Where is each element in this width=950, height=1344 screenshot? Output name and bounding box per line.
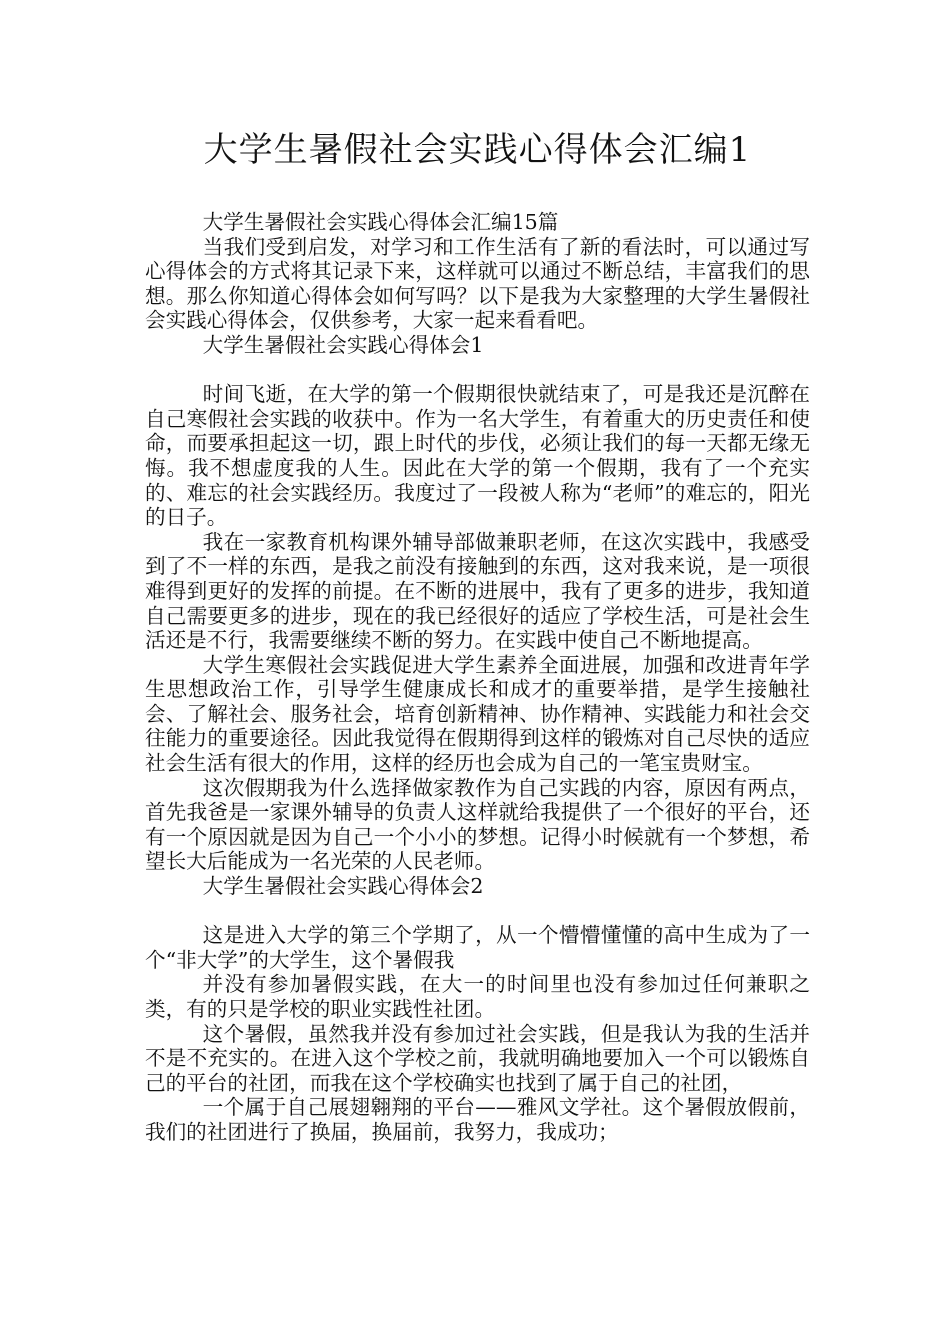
section-1-paragraph: 我在一家教育机构课外辅导部做兼职老师，在这次实践中，我感受到了不一样的东西，是我之前没有接触到的东西，这对我来说，是一项很难得到更好的发挥的前提。在不断的进展中，我有了更多的进步，我知道自己需要更多的进步，现在的我已经很好的适应了学校生活，可是社会生活还是不行，我需要继续不断的努力。在实践中使自己不断地提高。 xyxy=(145,529,810,653)
section-2-heading: 大学生暑假社会实践心得体会2 xyxy=(202,874,484,899)
document-subtitle: 大学生暑假社会实践心得体会汇编15篇 xyxy=(202,210,559,234)
blank-line xyxy=(145,358,810,383)
section-1-paragraph: 大学生寒假社会实践促进大学生素养全面进展，加强和改进青年学生思想政治工作，引导学生健康成长和成才的重要举措，是学生接触社会、了解社会、服务社会，培育创新精神、协作精神、实践能力和社会交往能力的重要途径。因此我觉得在假期得到这样的锻炼对自己尽快的适应社会生活有很大的作用，这样的经历也会成为自己的一笔宝贵财宝。 xyxy=(145,652,810,776)
section-1-paragraph: 这次假期我为什么选择做家教作为自己实践的内容，原因有两点，首先我爸是一家课外辅导的负责人这样就给我提供了一个很好的平台，还有一个原因就是因为自己一个小小的梦想。记得小时候就有一个梦想，希望长大后能成为一名光荣的人民老师。 xyxy=(145,775,810,874)
section-1-paragraph: 时间飞逝，在大学的第一个假期很快就结束了，可是我还是沉醉在自己寒假社会实践的收获中。作为一名大学生，有着重大的历史责任和使命，而要承担起这一切，跟上时代的步伐，必须让我们的每一天都无缘无悔。我不想虚度我的人生。因此在大学的第一个假期，我有了一个充实的、难忘的社会实践经历。我度过了一段被人称为“老师”的难忘的，阳光的日子。 xyxy=(145,382,810,530)
section-2-paragraph: 一个属于自己展翅翱翔的平台——雅风文学社。这个暑假放假前，我们的社团进行了换届，换届前，我努力，我成功； xyxy=(145,1095,810,1144)
section-2-paragraph: 这个暑假，虽然我并没有参加过社会实践，但是我认为我的生活并不是不充实的。在进入这个学校之前，我就明确地要加入一个可以锻炼自己的平台的社团，而我在这个学校确实也找到了属于自己的社团， xyxy=(145,1021,810,1095)
document-page xyxy=(145,128,810,1145)
intro-paragraph: 当我们受到启发，对学习和工作生活有了新的看法时，可以通过写心得体会的方式将其记录下来，这样就可以通过不断总结，丰富我们的思想。那么你知道心得体会如何写吗？以下是我为大家整理的大学生暑假社会实践心得体会，仅供参考，大家一起来看看吧。 xyxy=(145,234,810,333)
document-title: 大学生暑假社会实践心得体会汇编1 xyxy=(203,130,752,170)
section-2-paragraph: 并没有参加暑假实践，在大一的时间里也没有参加过任何兼职之类，有的只是学校的职业实践性社团。 xyxy=(145,972,810,1021)
blank-line xyxy=(145,899,810,924)
section-1-heading: 大学生暑假社会实践心得体会1 xyxy=(202,332,484,357)
section-2-paragraph: 这是进入大学的第三个学期了，从一个懵懵懂懂的高中生成为了一个“非大学”的大学生，这个暑假我 xyxy=(145,923,810,972)
